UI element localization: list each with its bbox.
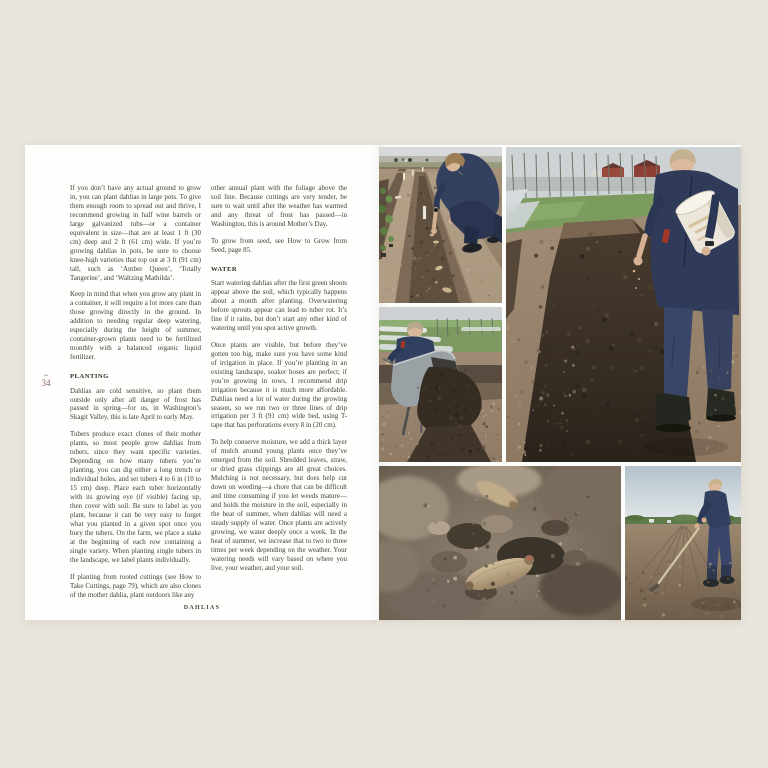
person-shadow xyxy=(691,597,741,611)
paragraph-planting-1: Dahlias are cold sensitive, so plant them outside only after all danger of frost has passed in spring—for us, in Washington’s Skagit Valley, this is late April to early May. xyxy=(70,386,201,422)
paragraph-containers-1: If you don’t have any actual ground to grow in, you can plant dahlias in large pots. To give them enough room to spread out and thrive, I recommend growing in half wine barrels or large galvanized tubs—or a container equivalent in size—that are at least 1 ft (30 cm) deep and 2 ft (61 cm) wide. If you’re growing dahlias in pots, be sure to choose knee-high varieties that top out at 3 ft (91 cm) tall, such as ‘Amber Queen’, ‘Totally Tangerine’, and ‘Waltzing Mathilda’. xyxy=(70,184,201,282)
photo-raking-field xyxy=(625,466,741,620)
paragraph-water-3: To help conserve moisture, we add a thick layer of mulch around young plants once they’ve emerged from the soil. Shredded leaves, straw, or dried grass clippings are all great choices. Mulching is not necessary, but does help cut down on weeding—a chore that can be difficult and time consuming if you let weeds mature—and holds the moisture in the soil, especially in the heat of summer, when dahlias will need a steady supply of water. Once plants are actively growing, we water deeply once a week. In the heat of summer, we increase that to two to three times per week depending on the weather. Your watering needs will vary based on where you live, your weather, and your soil. xyxy=(211,438,347,572)
section-heading-planting: PLANTING xyxy=(70,373,109,381)
photo-wheelbarrow-compost xyxy=(379,307,502,462)
folio-ornament: ~ xyxy=(43,371,49,380)
photo-wheelbarrow-art xyxy=(379,307,502,462)
photo-planting-tubers xyxy=(379,147,502,303)
photo-broadcasting-amendment xyxy=(506,147,741,462)
photo-planting-tubers-art xyxy=(379,147,502,303)
right-page xyxy=(379,147,741,620)
tuber-eye-sprout xyxy=(527,556,532,561)
paragraph-cuttings-continued: other annual plant with the foliage above the soil line. Because cuttings are very tender, be sure to wait until after the weather has warmed and any threat of frost has passed—in Washington, this is around Mother’s Day. xyxy=(211,184,347,228)
paragraph-seed-reference: To grow from seed, see How to Grow from Seed, page 85. xyxy=(211,236,347,254)
paragraph-planting-3: If planting from rooted cuttings (see How to Take Cuttings, page 79), which are also clones of the mother dahlia, plant outdoors like any xyxy=(70,572,201,599)
photo-raking-art xyxy=(625,466,741,620)
text-column-2 xyxy=(211,184,347,581)
paragraph-containers-2: Keep in mind that when you grow any plant in a container, it will require a lot more care than those growing directly in the ground. In addition to needing regular deep watering, especially during the height of summer, container-grown plants need to be fertilized monthly with a balanced organic liquid fertilizer. xyxy=(70,290,201,362)
folio-number: 34 xyxy=(41,378,51,388)
left-page xyxy=(25,145,379,620)
photo-tubers-in-soil xyxy=(379,466,621,620)
photo-broadcasting-art xyxy=(506,147,741,462)
paragraph-water-1: Start watering dahlias after the first green shoots appear above the soil, which typically happens about a month after planting. Overwatering before sprouts appear can lead to tuber rot. It’s fine if it rains, but don’t start any other kind of watering until you spot active growth. xyxy=(211,279,347,332)
running-footer: DAHLIAS xyxy=(183,605,221,611)
text-column-1 xyxy=(70,184,201,608)
page-number xyxy=(34,373,58,388)
photo-tubers-art xyxy=(379,466,621,620)
section-heading-water: WATER xyxy=(211,265,238,273)
paragraph-planting-2: Tubers produce exact clones of their mother plants, so most people grow dahlias from tubers, since they want specific varieties. Depending on how many tubers you’re planting, you can dig either a long trench or individual holes, and set tubers 4 to 6 in (10 to 15 cm) deep. Place each tuber horizontally with its growing eye (if visible) facing up, then cover with soil. Be sure to label as you plant, because it can be very easy to forget what you planted in a given spot once you bury the tubers. On the farm, we place a stake at the beginning of each row containing a single variety. When planting single tubers in the landscape, we label plants individually. xyxy=(70,430,201,564)
paragraph-water-2: Once plants are visible, but before they’ve gotten too big, make sure you have some kind of irrigation in place. If you’re planting in an existing landscape, soaker hoses are perfect; if you’re growing in rows, I recommend drip irrigation because it is much more affordable. Dahlias need a lot of water during the growing season, so we run two or three lines of drip irrigation per 3 ft (91 cm) wide bed, using T-tape that has perforations every 8 in (20 cm). xyxy=(211,340,347,430)
book-spread xyxy=(25,145,741,620)
